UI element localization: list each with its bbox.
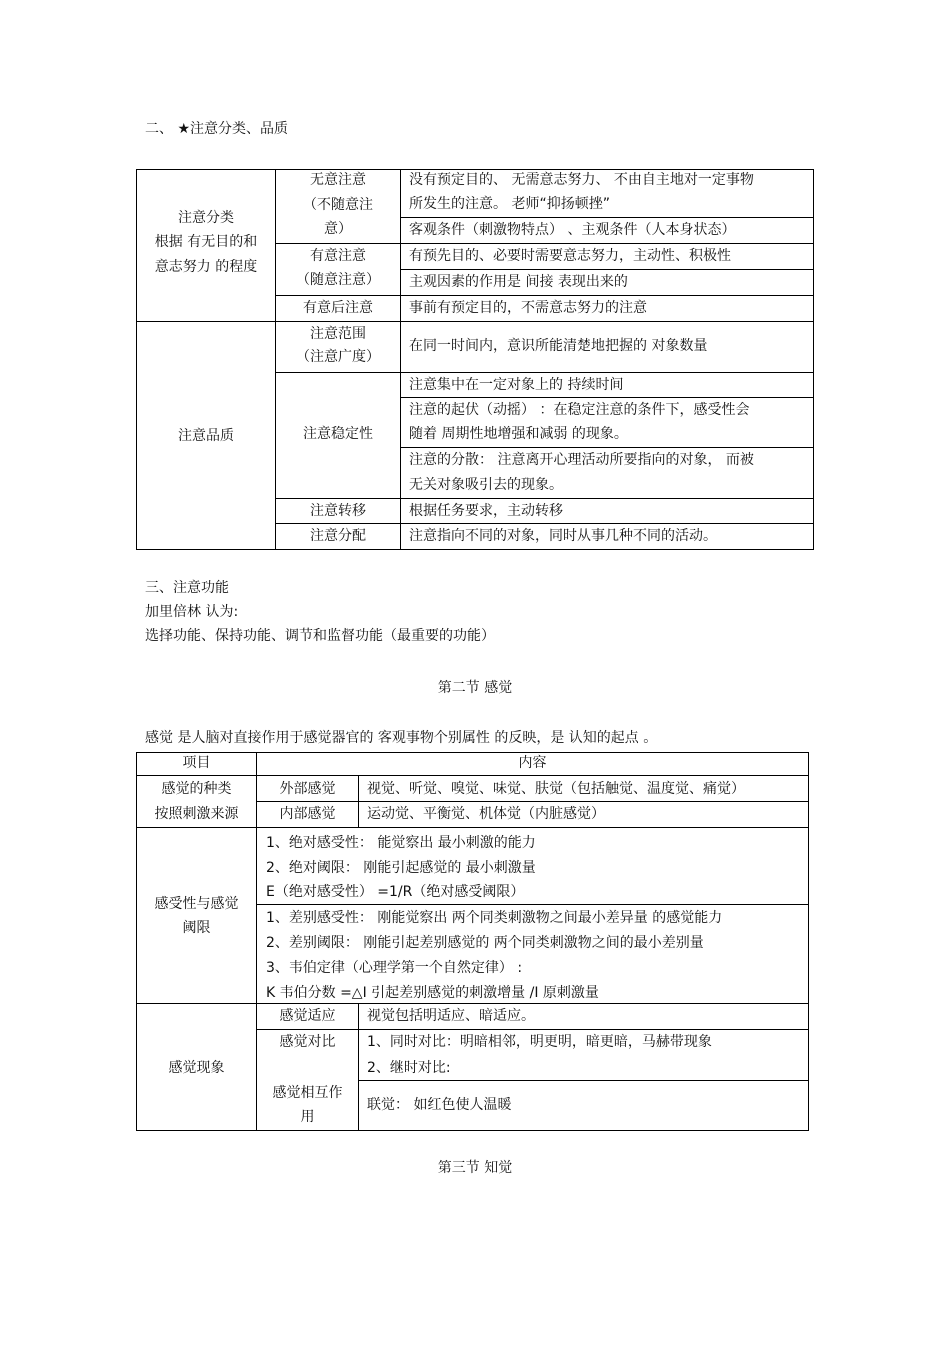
content-text: 所发生的注意。 老师“抑扬顿挫” <box>409 196 610 212</box>
content-text: 2、差别阈限： 刚能引起差别感觉的 两个同类刺激物之间的最小差别量 <box>266 935 704 951</box>
content-text: E（绝对感受性） =1/R（绝对感受阈限） <box>266 884 525 900</box>
classify-label: 意志努力 的程度 <box>154 259 258 275</box>
content-text: 联觉： 如红色使人温暖 <box>367 1097 512 1113</box>
row-label: 有意后注意 <box>303 300 373 316</box>
header-cell: 内容 <box>518 755 547 771</box>
row-label: 注意范围 <box>310 326 366 342</box>
content-text: K 韦伯分数 =△I 引起差别感觉的刺激增量 /I 原刺激量 <box>266 985 599 1001</box>
row-label: 按照刺激来源 <box>154 806 239 822</box>
content-text: 注意的起伏（动摇） ：在稳定注意的条件下，感受性会 <box>409 402 750 418</box>
row-label: 感觉相互作 <box>272 1085 343 1101</box>
row-label: 无意注意 <box>310 172 366 188</box>
row-label: 感觉对比 <box>279 1034 336 1050</box>
content-text: 在同一时间内，意识所能清楚地把握的 对象数量 <box>409 338 708 354</box>
row-label: 感受性与感觉 <box>154 896 239 912</box>
content-text: 随着 周期性地增强和减弱 的现象。 <box>409 426 628 442</box>
content-text: 主观因素的作用是 间接 表现出来的 <box>409 274 628 290</box>
row-label: （不随意注 <box>303 197 373 213</box>
row-label: 注意转移 <box>310 503 366 519</box>
row-label: （随意注意） <box>296 272 380 288</box>
quality-label: 注意品质 <box>178 428 234 444</box>
content-text: 注意集中在一定对象上的 持续时间 <box>409 377 624 393</box>
content-text: 没有预定目的、 无需意志努力、 不由自主地对一定事物 <box>409 172 754 188</box>
row-label: 注意分配 <box>310 528 366 544</box>
content-text: 1、差别感受性： 刚能觉察出 两个同类刺激物之间最小差异量 的感觉能力 <box>266 910 723 926</box>
content-text: 3、韦伯定律（心理学第一个自然定律） : <box>266 960 523 976</box>
row-label: 外部感觉 <box>279 781 336 797</box>
row-label: 感觉适应 <box>279 1008 336 1024</box>
section-heading: 二、 ★注意分类、品质 <box>145 121 289 137</box>
row-label: 感觉现象 <box>168 1060 225 1076</box>
row-label: 意） <box>324 221 352 237</box>
row-label: （注意广度） <box>296 349 380 365</box>
content-text: 客观条件（刺激物特点） 、主观条件（人本身状态） <box>409 222 736 238</box>
paragraph: 选择功能、保持功能、调节和监督功能（最重要的功能） <box>145 628 495 644</box>
content-text: 注意指向不同的对象，同时从事几种不同的活动。 <box>409 528 717 544</box>
content-text: 注意的分散： 注意离开心理活动所要指向的对象， 而被 <box>409 452 754 468</box>
content-text: 视觉、听觉、嗅觉、味觉、肤觉（包括触觉、温度觉、痛觉） <box>367 781 745 797</box>
section-title: 第三节 知觉 <box>437 1160 513 1176</box>
row-label: 有意注意 <box>310 248 366 264</box>
section-title: 第二节 感觉 <box>437 680 513 696</box>
content-text: 根据任务要求，主动转移 <box>409 503 563 519</box>
content-text: 2、继时对比: <box>367 1060 451 1076</box>
header-cell: 项目 <box>182 755 211 771</box>
content-text: 运动觉、平衡觉、机体觉（内脏感觉） <box>367 806 605 822</box>
row-label: 内部感觉 <box>279 806 336 822</box>
content-text: 无关对象吸引去的现象。 <box>409 477 563 493</box>
row-label: 感觉的种类 <box>161 781 232 797</box>
row-label: 阈限 <box>182 920 211 936</box>
content-text: 2、绝对阈限： 刚能引起感觉的 最小刺激量 <box>266 860 536 876</box>
paragraph: 加里倍林 认为: <box>145 604 239 620</box>
definition-text: 感觉 是人脑对直接作用于感觉器官的 客观事物个别属性 的反映，是 认知的起点 。 <box>145 730 658 746</box>
content-text: 视觉包括明适应、暗适应。 <box>367 1008 535 1024</box>
content-text: 事前有预定目的，不需意志努力的注意 <box>409 300 647 316</box>
row-label: 用 <box>300 1109 315 1125</box>
content-text: 有预先目的、必要时需要意志努力，主动性、积极性 <box>409 248 731 264</box>
section-heading: 三、注意功能 <box>145 580 229 596</box>
row-label: 注意稳定性 <box>303 426 373 442</box>
content-text: 1、绝对感受性： 能觉察出 最小刺激的能力 <box>266 835 536 851</box>
classify-label: 根据 有无目的和 <box>154 234 258 250</box>
classify-label: 注意分类 <box>178 210 234 226</box>
content-text: 1、同时对比：明暗相邻，明更明，暗更暗，马赫带现象 <box>367 1034 712 1050</box>
